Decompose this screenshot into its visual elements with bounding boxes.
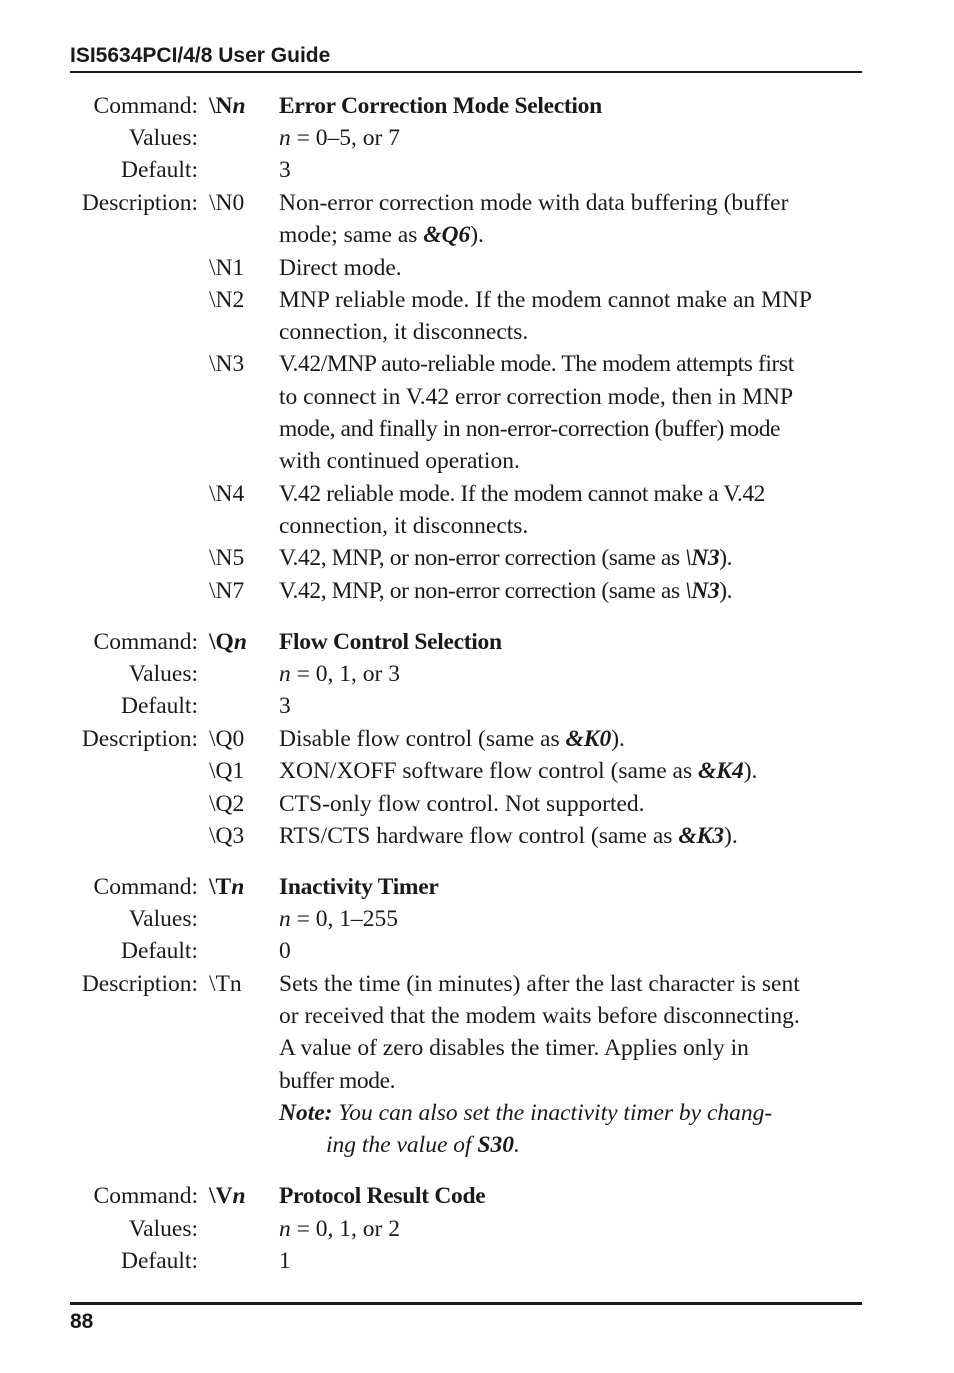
option-code: \N1 xyxy=(209,255,245,281)
header-rule xyxy=(70,71,862,73)
option-code: \N4 xyxy=(209,481,245,507)
command-label: Command: xyxy=(93,1183,198,1209)
values-label: Values: xyxy=(128,661,198,687)
command-code: \Qn xyxy=(209,629,247,655)
default-value: 3 xyxy=(279,693,291,719)
option-code: \N7 xyxy=(209,578,245,604)
option-text: with continued operation. xyxy=(279,448,520,474)
option-text: mode; same as &Q6). xyxy=(279,222,484,248)
option-code: \N3 xyxy=(209,351,245,377)
note-continuation: ing the value of S30. xyxy=(326,1132,520,1158)
command-title: Inactivity Timer xyxy=(279,874,439,900)
option-text: Sets the time (in minutes) after the last character is sent xyxy=(279,971,800,997)
values-label: Values: xyxy=(128,1216,198,1242)
footer-rule xyxy=(70,1302,862,1305)
default-value: 1 xyxy=(279,1248,291,1274)
page-number: 88 xyxy=(70,1310,94,1333)
option-code: \N5 xyxy=(209,545,245,571)
description-label: Description: xyxy=(81,726,198,752)
default-value: 3 xyxy=(279,157,291,183)
default-label: Default: xyxy=(121,157,198,183)
note: Note: You can also set the inactivity timer by chang- xyxy=(279,1100,773,1126)
option-text: Non-error correction mode with data buffering (buffer xyxy=(279,190,789,216)
command-title: Error Correction Mode Selection xyxy=(279,93,602,119)
option-text: CTS-only flow control. Not supported. xyxy=(279,791,645,817)
option-text: XON/XOFF software flow control (same as &K4). xyxy=(279,758,758,784)
command-label: Command: xyxy=(93,874,198,900)
default-label: Default: xyxy=(121,1248,198,1274)
command-code: \Vn xyxy=(209,1183,246,1209)
option-text: MNP reliable mode. If the modem cannot make an MNP xyxy=(279,287,812,313)
option-text: connection, it disconnects. xyxy=(279,513,529,539)
default-label: Default: xyxy=(121,693,198,719)
description-label: Description: xyxy=(81,190,198,216)
command-label: Command: xyxy=(93,629,198,655)
option-code: \N2 xyxy=(209,287,245,313)
option-code: \Tn xyxy=(209,971,242,997)
command-title: Protocol Result Code xyxy=(279,1183,486,1209)
option-text: V.42 reliable mode. If the modem cannot make a V.42 xyxy=(279,481,766,507)
option-text: A value of zero disables the timer. Applies only in xyxy=(279,1035,749,1061)
option-text: RTS/CTS hardware flow control (same as &K3). xyxy=(279,823,738,849)
option-code: \N0 xyxy=(209,190,245,216)
values-label: Values: xyxy=(128,125,198,151)
values-text: n = 0, 1, or 3 xyxy=(279,661,400,687)
option-code: \Q3 xyxy=(209,823,245,849)
command-title: Flow Control Selection xyxy=(279,629,502,655)
option-text: Direct mode. xyxy=(279,255,402,281)
option-text: V.42/MNP auto-reliable mode. The modem attempts first xyxy=(279,351,794,377)
option-text: V.42, MNP, or non-error correction (same as \N3). xyxy=(279,545,733,571)
option-code: \Q0 xyxy=(209,726,245,752)
option-text: connection, it disconnects. xyxy=(279,319,529,345)
option-text: or received that the modem waits before disconnecting. xyxy=(279,1003,800,1029)
default-value: 0 xyxy=(279,938,291,964)
option-text: buffer mode. xyxy=(279,1068,396,1094)
option-text: to connect in V.42 error correction mode, then in MNP xyxy=(279,384,794,410)
command-code: \Tn xyxy=(209,874,245,900)
values-text: n = 0, 1–255 xyxy=(279,906,399,932)
default-label: Default: xyxy=(121,938,198,964)
option-code: \Q2 xyxy=(209,791,245,817)
option-text: V.42, MNP, or non-error correction (same as \N3). xyxy=(279,578,733,604)
command-label: Command: xyxy=(93,93,198,119)
option-code: \Q1 xyxy=(209,758,245,784)
command-code: \Nn xyxy=(209,93,246,119)
option-text: Disable flow control (same as &K0). xyxy=(279,726,625,752)
values-text: n = 0, 1, or 2 xyxy=(279,1216,400,1242)
values-label: Values: xyxy=(128,906,198,932)
description-label: Description: xyxy=(81,971,198,997)
option-text: mode, and finally in non-error-correction (buffer) mode xyxy=(279,416,781,442)
values-text: n = 0–5, or 7 xyxy=(279,125,400,151)
guide-title: ISI5634PCI/4/8 User Guide xyxy=(70,44,331,67)
